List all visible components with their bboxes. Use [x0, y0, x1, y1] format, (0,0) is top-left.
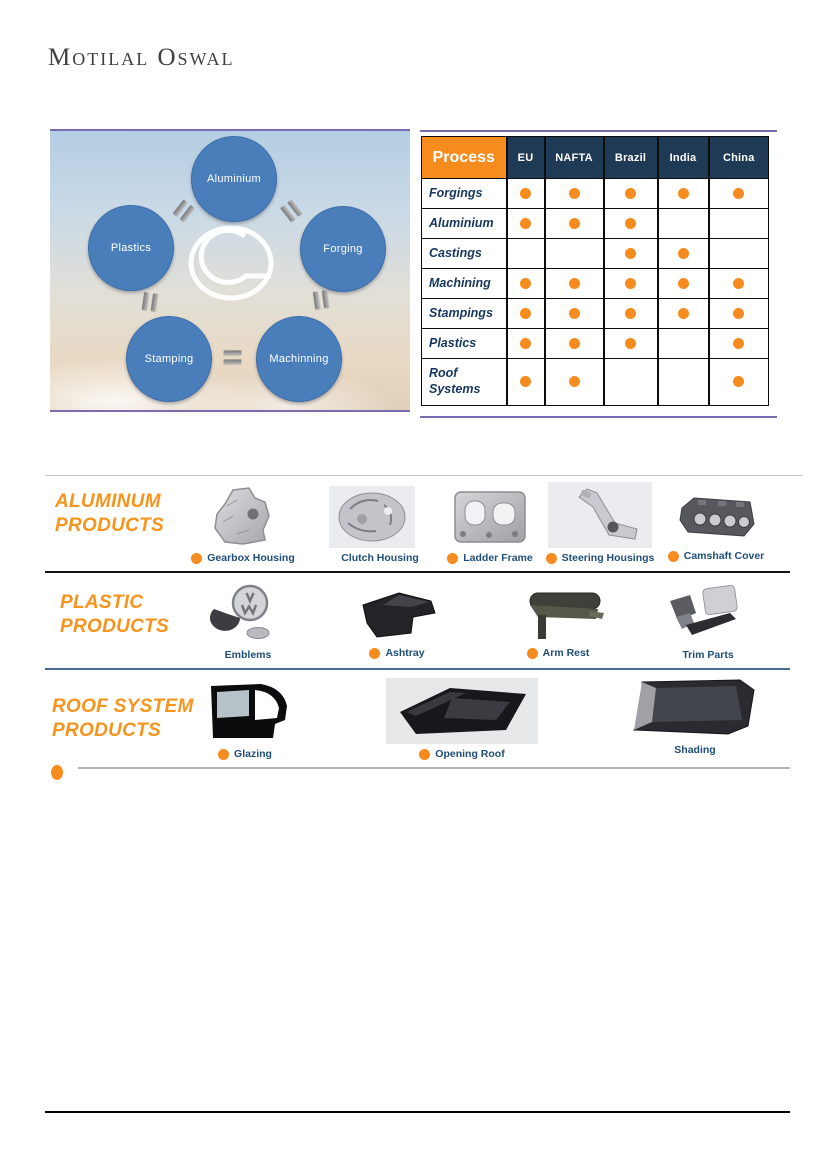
presence-dot-icon [625, 308, 636, 319]
presence-cell [709, 299, 769, 329]
glazing-image [197, 680, 293, 744]
product-label: Steering Housings [546, 552, 655, 564]
presence-cell [545, 359, 604, 406]
process-row [422, 299, 769, 329]
clutch-housing-image [329, 486, 415, 548]
presence-cell [545, 209, 604, 239]
section-divider [45, 668, 790, 670]
plastic-products-heading: PLASTIC PRODUCTS [60, 592, 170, 637]
bullet-icon [218, 749, 229, 760]
presence-dot-icon [520, 188, 531, 199]
presence-dot-icon [569, 218, 580, 229]
presence-cell [507, 209, 545, 239]
section-divider [78, 767, 790, 769]
col-header-eu: EU [507, 137, 545, 179]
product-item [641, 490, 791, 562]
presence-dot-icon [733, 338, 744, 349]
gearbox-housing-image [203, 486, 283, 548]
presence-dot-icon [520, 218, 531, 229]
product-item [168, 486, 318, 564]
presence-cell [507, 239, 545, 269]
presence-cell [658, 329, 709, 359]
trim-parts-image [656, 583, 744, 645]
presence-cell [507, 179, 545, 209]
footer-rule [45, 1111, 790, 1113]
presence-dot-icon [625, 248, 636, 259]
presence-cell [545, 299, 604, 329]
presence-cell [507, 359, 545, 406]
presence-dot-icon [569, 376, 580, 387]
ladder-frame-image [449, 486, 531, 548]
process-row-label: Plastics [422, 329, 507, 359]
bullet-icon [668, 551, 679, 562]
product-item [387, 678, 537, 760]
presence-dot-icon [569, 278, 580, 289]
process-row-label: Roof Systems [422, 359, 507, 406]
diagram-node-plastics: Plastics [88, 205, 174, 291]
col-header-process: Process [422, 137, 507, 179]
steering-housings-image [548, 482, 652, 548]
presence-cell [658, 269, 709, 299]
roof-system-products-heading: ROOF SYSTEM PRODUCTS [52, 696, 194, 741]
emblems-image [198, 583, 282, 645]
bullet-icon [546, 553, 557, 564]
product-label: Emblems [224, 649, 272, 661]
presence-cell [658, 299, 709, 329]
link-bars-icon [280, 199, 301, 221]
product-item [170, 680, 320, 760]
bullet-icon [527, 648, 538, 659]
section-divider [45, 475, 802, 476]
presence-dot-icon [733, 308, 744, 319]
process-row [422, 359, 769, 406]
product-label: Ashtray [369, 647, 424, 659]
purple-rule [420, 416, 777, 418]
presence-cell [604, 329, 658, 359]
col-header-india: India [658, 137, 709, 179]
presence-cell [658, 209, 709, 239]
product-item [165, 583, 315, 661]
product-item [483, 585, 633, 659]
link-bars-icon [313, 290, 329, 309]
presence-cell [658, 179, 709, 209]
presence-cell [545, 179, 604, 209]
section-divider [45, 571, 790, 573]
orange-dot-icon [51, 765, 63, 780]
product-label: Glazing [218, 748, 272, 760]
presence-cell [709, 269, 769, 299]
product-label: Arm Rest [527, 647, 590, 659]
presence-dot-icon [520, 338, 531, 349]
diagram-node-aluminium: Aluminium [191, 136, 277, 222]
product-item [322, 587, 472, 659]
arm-rest-image [508, 585, 608, 643]
presence-cell [507, 299, 545, 329]
presence-cell [709, 239, 769, 269]
presence-cell [604, 359, 658, 406]
presence-cell [545, 329, 604, 359]
col-header-china: China [709, 137, 769, 179]
presence-cell [604, 269, 658, 299]
presence-cell [709, 359, 769, 406]
bullet-icon [419, 749, 430, 760]
ashtray-image [353, 587, 441, 643]
col-header-brazil: Brazil [604, 137, 658, 179]
presence-cell [658, 239, 709, 269]
opening-roof-image [386, 678, 538, 744]
process-row [422, 179, 769, 209]
product-label: Shading [674, 744, 716, 756]
presence-dot-icon [678, 278, 689, 289]
purple-rule [420, 130, 777, 132]
presence-cell [709, 179, 769, 209]
process-row-label: Castings [422, 239, 507, 269]
presence-dot-icon [733, 376, 744, 387]
diagram-node-stamping: Stamping [126, 316, 212, 402]
process-row [422, 329, 769, 359]
cie-swirl-logo-icon [183, 221, 279, 312]
presence-dot-icon [625, 218, 636, 229]
process-row [422, 239, 769, 269]
product-label: Clutch Housing [341, 552, 419, 564]
presence-cell [507, 329, 545, 359]
camshaft-cover-image [674, 490, 758, 546]
presence-dot-icon [678, 248, 689, 259]
product-item [625, 583, 775, 661]
presence-dot-icon [678, 308, 689, 319]
product-item [612, 676, 762, 756]
presence-dot-icon [625, 188, 636, 199]
presence-cell [604, 179, 658, 209]
product-label: Ladder Frame [447, 552, 532, 564]
process-region-table [421, 136, 769, 406]
process-row [422, 269, 769, 299]
presence-cell [709, 209, 769, 239]
link-bars-icon [142, 292, 158, 311]
presence-cell [507, 269, 545, 299]
presence-dot-icon [520, 376, 531, 387]
product-label: Opening Roof [419, 748, 504, 760]
link-bars-icon [173, 199, 194, 221]
process-table-body [422, 179, 769, 406]
presence-dot-icon [678, 188, 689, 199]
motilal-oswal-logo: Motilal Oswal [48, 44, 235, 71]
process-row-label: Machining [422, 269, 507, 299]
presence-cell [709, 329, 769, 359]
bullet-icon [447, 553, 458, 564]
product-label: Camshaft Cover [668, 550, 765, 562]
presence-dot-icon [569, 338, 580, 349]
presence-dot-icon [569, 308, 580, 319]
aluminum-products-heading: ALUMINUM PRODUCTS [55, 491, 165, 536]
presence-dot-icon [520, 278, 531, 289]
presence-cell [604, 209, 658, 239]
process-row-label: Forgings [422, 179, 507, 209]
presence-cell [658, 359, 709, 406]
process-row-label: Aluminium [422, 209, 507, 239]
presence-dot-icon [569, 188, 580, 199]
presence-dot-icon [733, 278, 744, 289]
product-label: Trim Parts [682, 649, 734, 661]
presence-dot-icon [733, 188, 744, 199]
diagram-node-forging: Forging [300, 206, 386, 292]
product-label: Gearbox Housing [191, 552, 295, 564]
table-header-row [422, 137, 769, 179]
presence-dot-icon [520, 308, 531, 319]
process-row [422, 209, 769, 239]
bullet-icon [191, 553, 202, 564]
bullet-icon [369, 648, 380, 659]
process-row-label: Stampings [422, 299, 507, 329]
shading-image [612, 676, 762, 740]
presence-dot-icon [625, 338, 636, 349]
diagram-node-machinning: Machinning [256, 316, 342, 402]
presence-cell [545, 239, 604, 269]
presence-dot-icon [625, 278, 636, 289]
link-bars-icon [225, 351, 242, 365]
presence-cell [604, 299, 658, 329]
presence-cell [604, 239, 658, 269]
col-header-nafta: NAFTA [545, 137, 604, 179]
presence-cell [545, 269, 604, 299]
process-diagram-image [50, 129, 410, 412]
